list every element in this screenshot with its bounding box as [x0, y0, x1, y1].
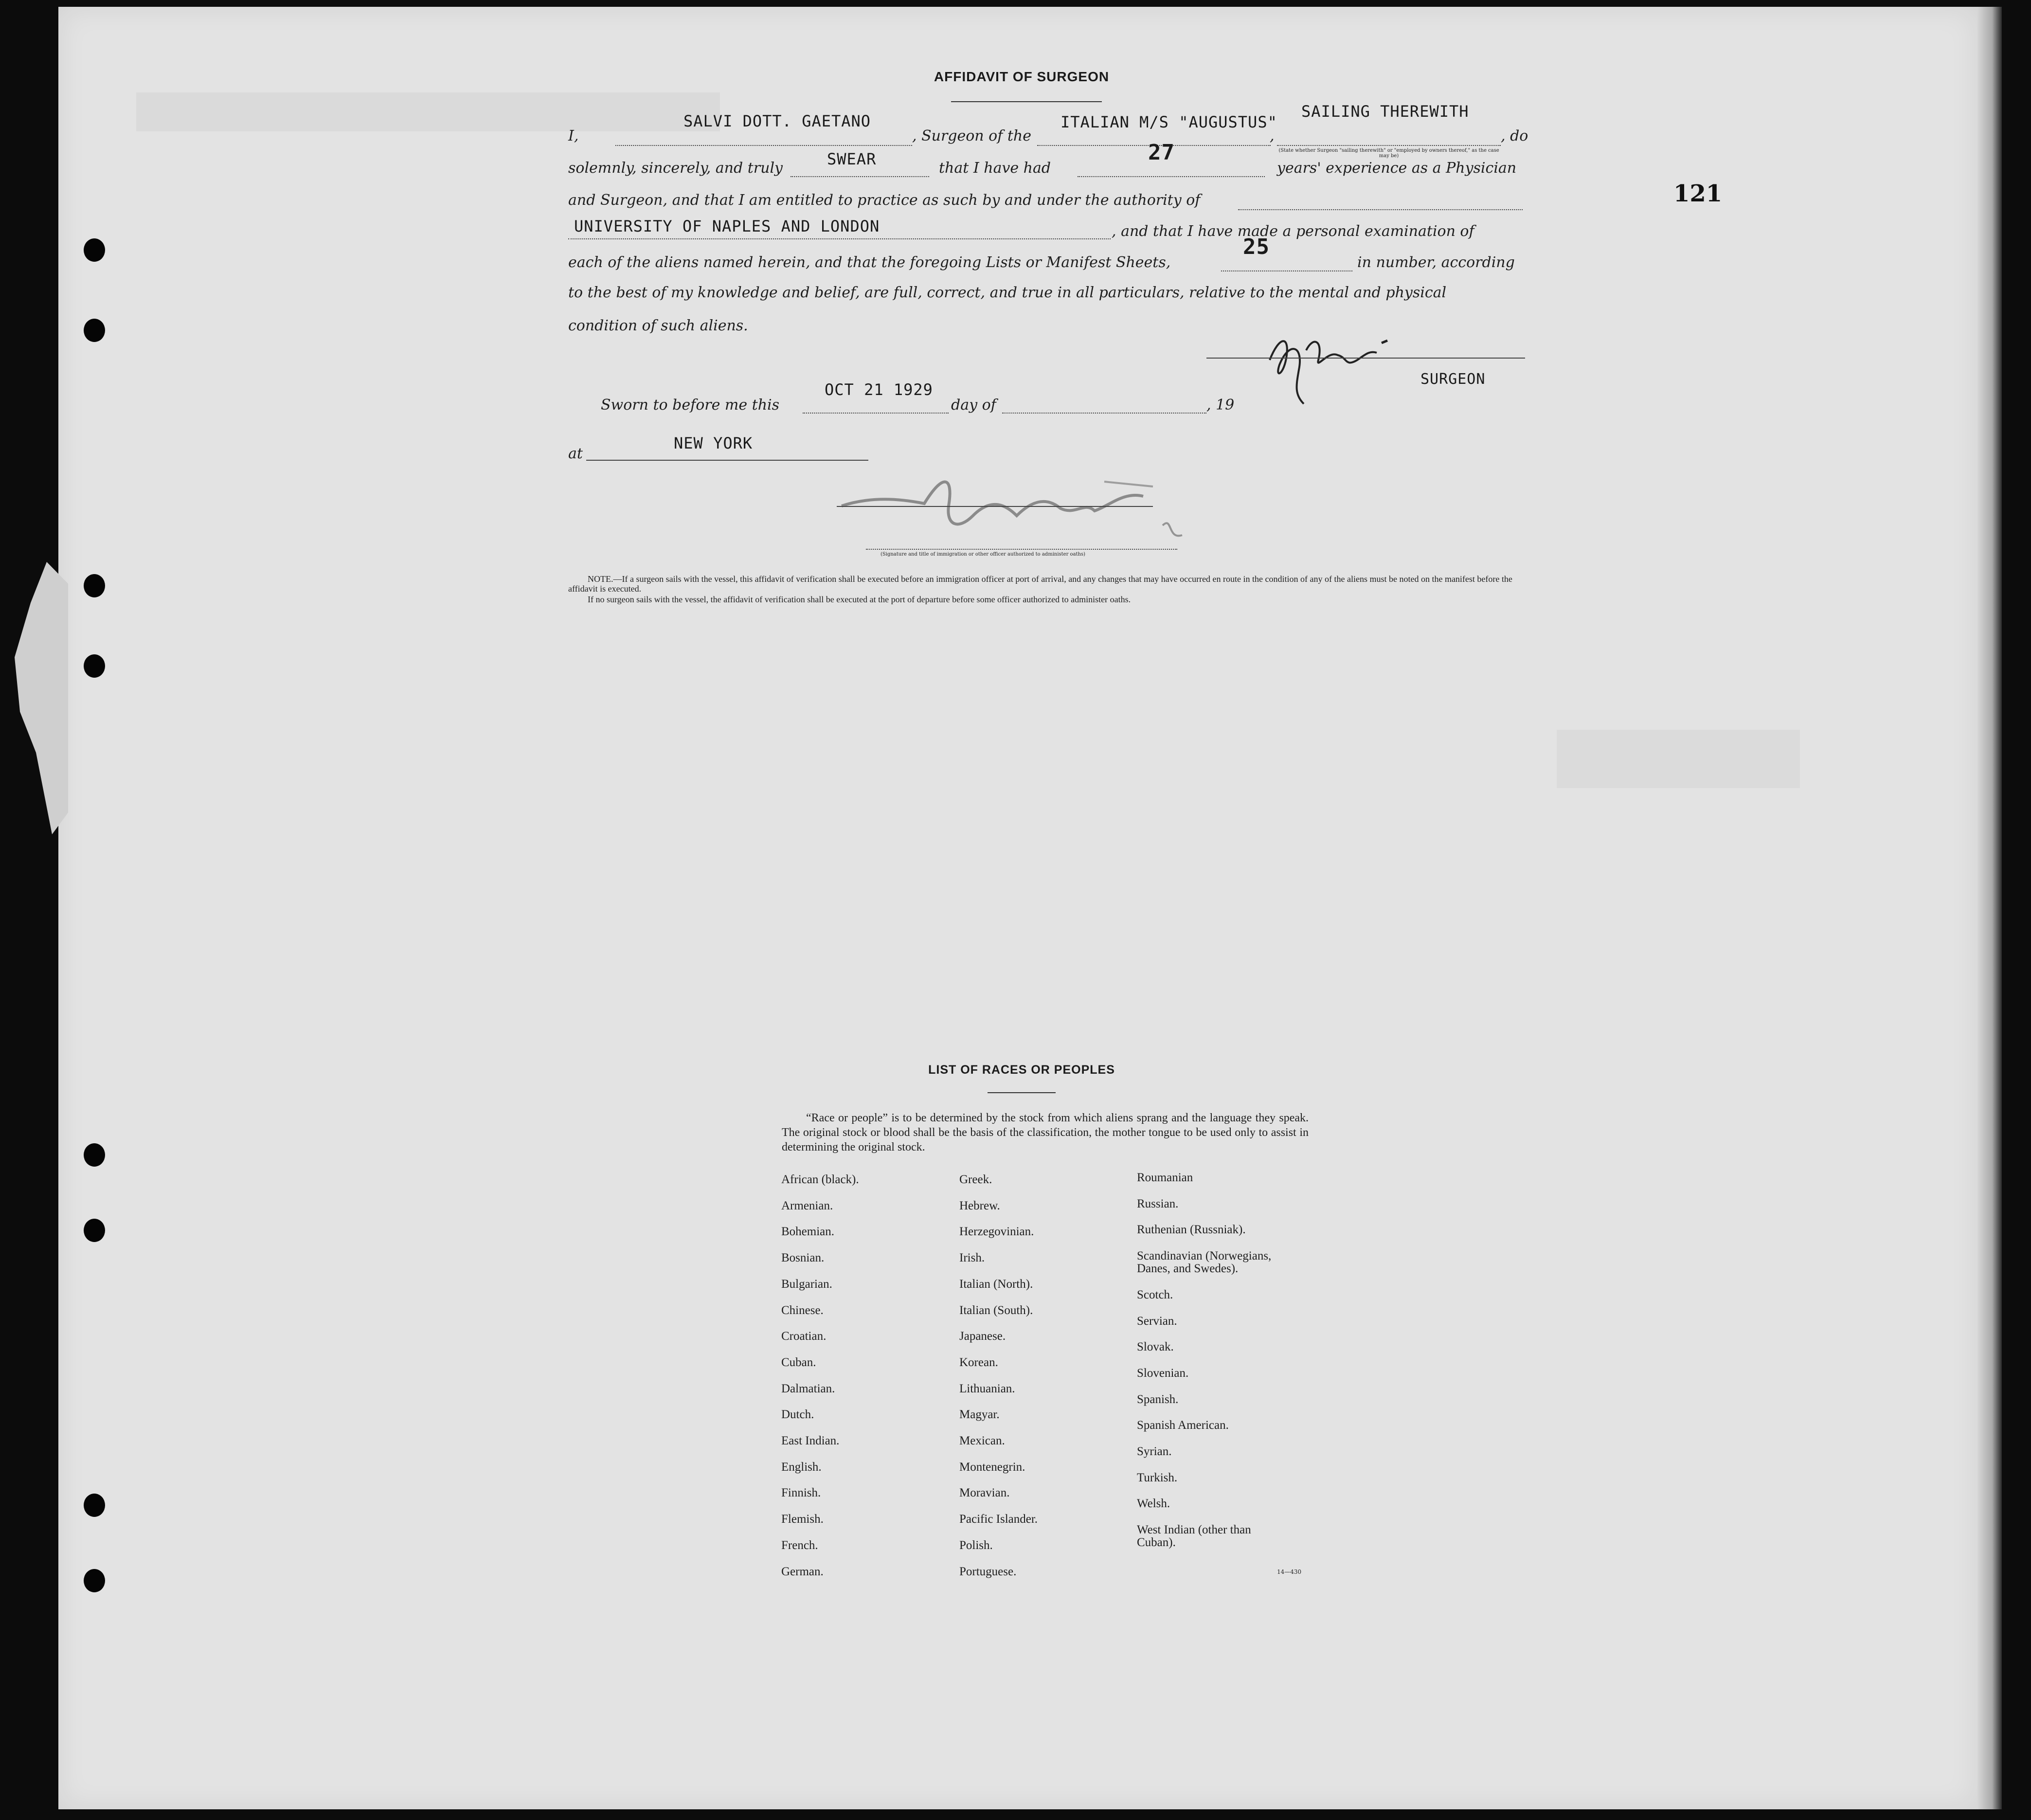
experience-label: years' experience as a Physician — [1277, 160, 1517, 177]
surgeon-name: SALVI DOTT. GAETANO — [683, 112, 871, 130]
race-item: Chinese. — [781, 1303, 824, 1317]
officer-title-line — [866, 549, 1177, 550]
sheets-line — [1221, 270, 1352, 271]
year-prefix: , 19 — [1206, 396, 1235, 414]
race-item: Hebrew. — [959, 1199, 1000, 1212]
officer-signature — [832, 462, 1202, 559]
comma: , — [1270, 127, 1275, 144]
race-item: Croatian. — [781, 1330, 827, 1343]
condition-text: condition of such aliens. — [568, 317, 748, 334]
race-item: Montenegrin. — [959, 1460, 1025, 1474]
binder-hole — [84, 1569, 105, 1592]
races-intro: “Race or people” is to be determined by the stock from which aliens sprang and the language they speak. The original stock or blood shall be the basis of the classification, the mother tongue to be used only to assist in determining the original stock. — [782, 1112, 1309, 1153]
race-item: Pacific Islander. — [959, 1513, 1038, 1526]
race-item: Ruthenian (Russniak). — [1137, 1223, 1246, 1237]
have-had-label: that I have had — [939, 160, 1051, 177]
race-item: Servian. — [1137, 1314, 1177, 1328]
note-1: NOTE.—If a surgeon sails with the vessel, this affidavit of verification shall be executed before an immigration officer at port of arrival, and any changes that may have occurred en route in the condition of any of the aliens must be noted on the manifest before the affidavit is executed. — [568, 574, 1512, 594]
page-number: 121 — [1673, 180, 1723, 207]
sworn-label: Sworn to before me this — [601, 396, 780, 414]
surgeon-of-label: , Surgeon of the — [912, 127, 1031, 144]
race-item: Armenian. — [781, 1199, 833, 1212]
race-item: Turkish. — [1137, 1471, 1178, 1484]
status-hint: (State whether Surgeon "sailing therewith" or "employed by owners thereof," as the case may be) — [1278, 148, 1499, 159]
race-item: East Indian. — [781, 1434, 840, 1447]
race-item: Dalmatian. — [781, 1382, 835, 1395]
entitled-text: and Surgeon, and that I am entitled to practice as such by and under the authority of — [568, 192, 1201, 209]
page-edge — [1977, 7, 2002, 1809]
race-item: Herzegovinian. — [959, 1225, 1034, 1239]
race-item: Cuban. — [781, 1355, 816, 1369]
note-2: If no surgeon sails with the vessel, the affidavit of verification shall be executed at the port of departure before some officer authorized to administer oaths. — [588, 595, 1131, 604]
bleed-through-shadow — [1557, 730, 1800, 788]
race-item: Syrian. — [1137, 1445, 1172, 1458]
vessel-name: ITALIAN M/S "AUGUSTUS" — [1060, 113, 1277, 131]
surgeon-signature-line — [1206, 358, 1525, 359]
race-item: Polish. — [959, 1538, 993, 1552]
examination-text: , and that I have made a personal examination of — [1112, 223, 1474, 240]
title-rule — [951, 101, 1102, 102]
race-item: Italian (South). — [959, 1303, 1033, 1317]
race-item: Korean. — [959, 1355, 998, 1369]
race-item: Greek. — [959, 1173, 992, 1186]
races-title-rule — [988, 1092, 1056, 1093]
surgeon-label: SURGEON — [1420, 371, 1486, 388]
race-item: Russian. — [1137, 1197, 1179, 1210]
surgeon-status: SAILING THEREWITH — [1301, 102, 1469, 121]
do-label: , do — [1501, 127, 1528, 144]
solemnly-label: solemnly, sincerely, and truly — [568, 160, 783, 177]
bleed-through-shadow — [136, 92, 720, 131]
race-item: African (black). — [781, 1173, 859, 1186]
sworn-date-stamp: OCT 21 1929 — [825, 380, 933, 399]
binder-hole — [84, 1219, 105, 1242]
race-item: Flemish. — [781, 1513, 824, 1526]
in-number-text: in number, according — [1357, 254, 1515, 271]
torn-paper-strip — [15, 562, 68, 834]
day-of-label: day of — [951, 396, 996, 414]
race-item: Scotch. — [1137, 1288, 1173, 1301]
race-item: Slovenian. — [1137, 1366, 1189, 1380]
surgeon-signature — [1260, 321, 1420, 414]
race-item: Spanish American. — [1137, 1419, 1229, 1432]
authority-line-top — [1238, 209, 1523, 210]
race-item: Bohemian. — [781, 1225, 835, 1239]
aliens-text: each of the aliens named herein, and that the foregoing Lists or Manifest Sheets, — [568, 254, 1171, 271]
race-item: Scandinavian (Norwegians, Danes, and Swedes). — [1137, 1249, 1272, 1276]
oath-type: SWEAR — [827, 150, 877, 168]
binder-hole — [84, 574, 105, 597]
knowledge-text: to the best of my knowledge and belief, are full, correct, and true in all particulars, relative to the mental and physical — [568, 284, 1447, 301]
years-experience: 27 — [1148, 140, 1175, 165]
authority-name: UNIVERSITY OF NAPLES AND LONDON — [574, 217, 880, 235]
affidavit-title: AFFIDAVIT OF SURGEON — [934, 69, 1110, 84]
races-title: LIST OF RACES OR PEOPLES — [928, 1063, 1115, 1077]
location-line — [586, 460, 868, 461]
years-line — [1078, 176, 1265, 177]
race-item: Bosnian. — [781, 1251, 825, 1265]
officer-signature-line — [837, 506, 1153, 507]
officer-caption: (Signature and title of immigration or other officer authorized to administer oaths) — [881, 552, 1086, 557]
status-line — [1277, 145, 1501, 146]
race-item: German. — [781, 1565, 824, 1578]
race-item: English. — [781, 1460, 822, 1474]
authority-line — [568, 238, 1111, 239]
surgeon-name-line — [615, 145, 912, 146]
binder-hole — [84, 1143, 105, 1167]
race-item: Irish. — [959, 1251, 985, 1265]
binder-hole — [84, 1494, 105, 1517]
race-item: Bulgarian. — [781, 1277, 832, 1291]
race-item: Moravian. — [959, 1486, 1010, 1500]
race-item: Roumanian — [1137, 1171, 1193, 1184]
race-item: Japanese. — [959, 1330, 1006, 1343]
race-item: Portuguese. — [959, 1565, 1017, 1578]
race-item: West Indian (other than Cuban). — [1137, 1523, 1251, 1550]
binder-hole — [84, 319, 105, 342]
race-item: Spanish. — [1137, 1392, 1179, 1406]
race-item: Finnish. — [781, 1486, 821, 1500]
binder-hole — [84, 238, 105, 262]
i-label: I, — [568, 127, 579, 144]
location-name: NEW YORK — [674, 434, 753, 452]
race-item: Magyar. — [959, 1408, 1000, 1422]
race-item: Dutch. — [781, 1408, 814, 1422]
binder-hole — [84, 654, 105, 678]
sworn-date-line — [803, 413, 949, 414]
race-item: Welsh. — [1137, 1497, 1170, 1511]
document-page — [58, 7, 1977, 1809]
oath-line — [791, 176, 929, 177]
at-label: at — [568, 445, 583, 462]
race-item: Italian (North). — [959, 1277, 1033, 1291]
race-item: Lithuanian. — [959, 1382, 1015, 1395]
form-number: 14—430 — [1277, 1568, 1302, 1575]
race-item: Mexican. — [959, 1434, 1005, 1447]
race-item: French. — [781, 1538, 818, 1552]
month-line — [1002, 413, 1206, 414]
sheet-count: 25 — [1243, 234, 1270, 259]
race-item: Slovak. — [1137, 1340, 1174, 1354]
